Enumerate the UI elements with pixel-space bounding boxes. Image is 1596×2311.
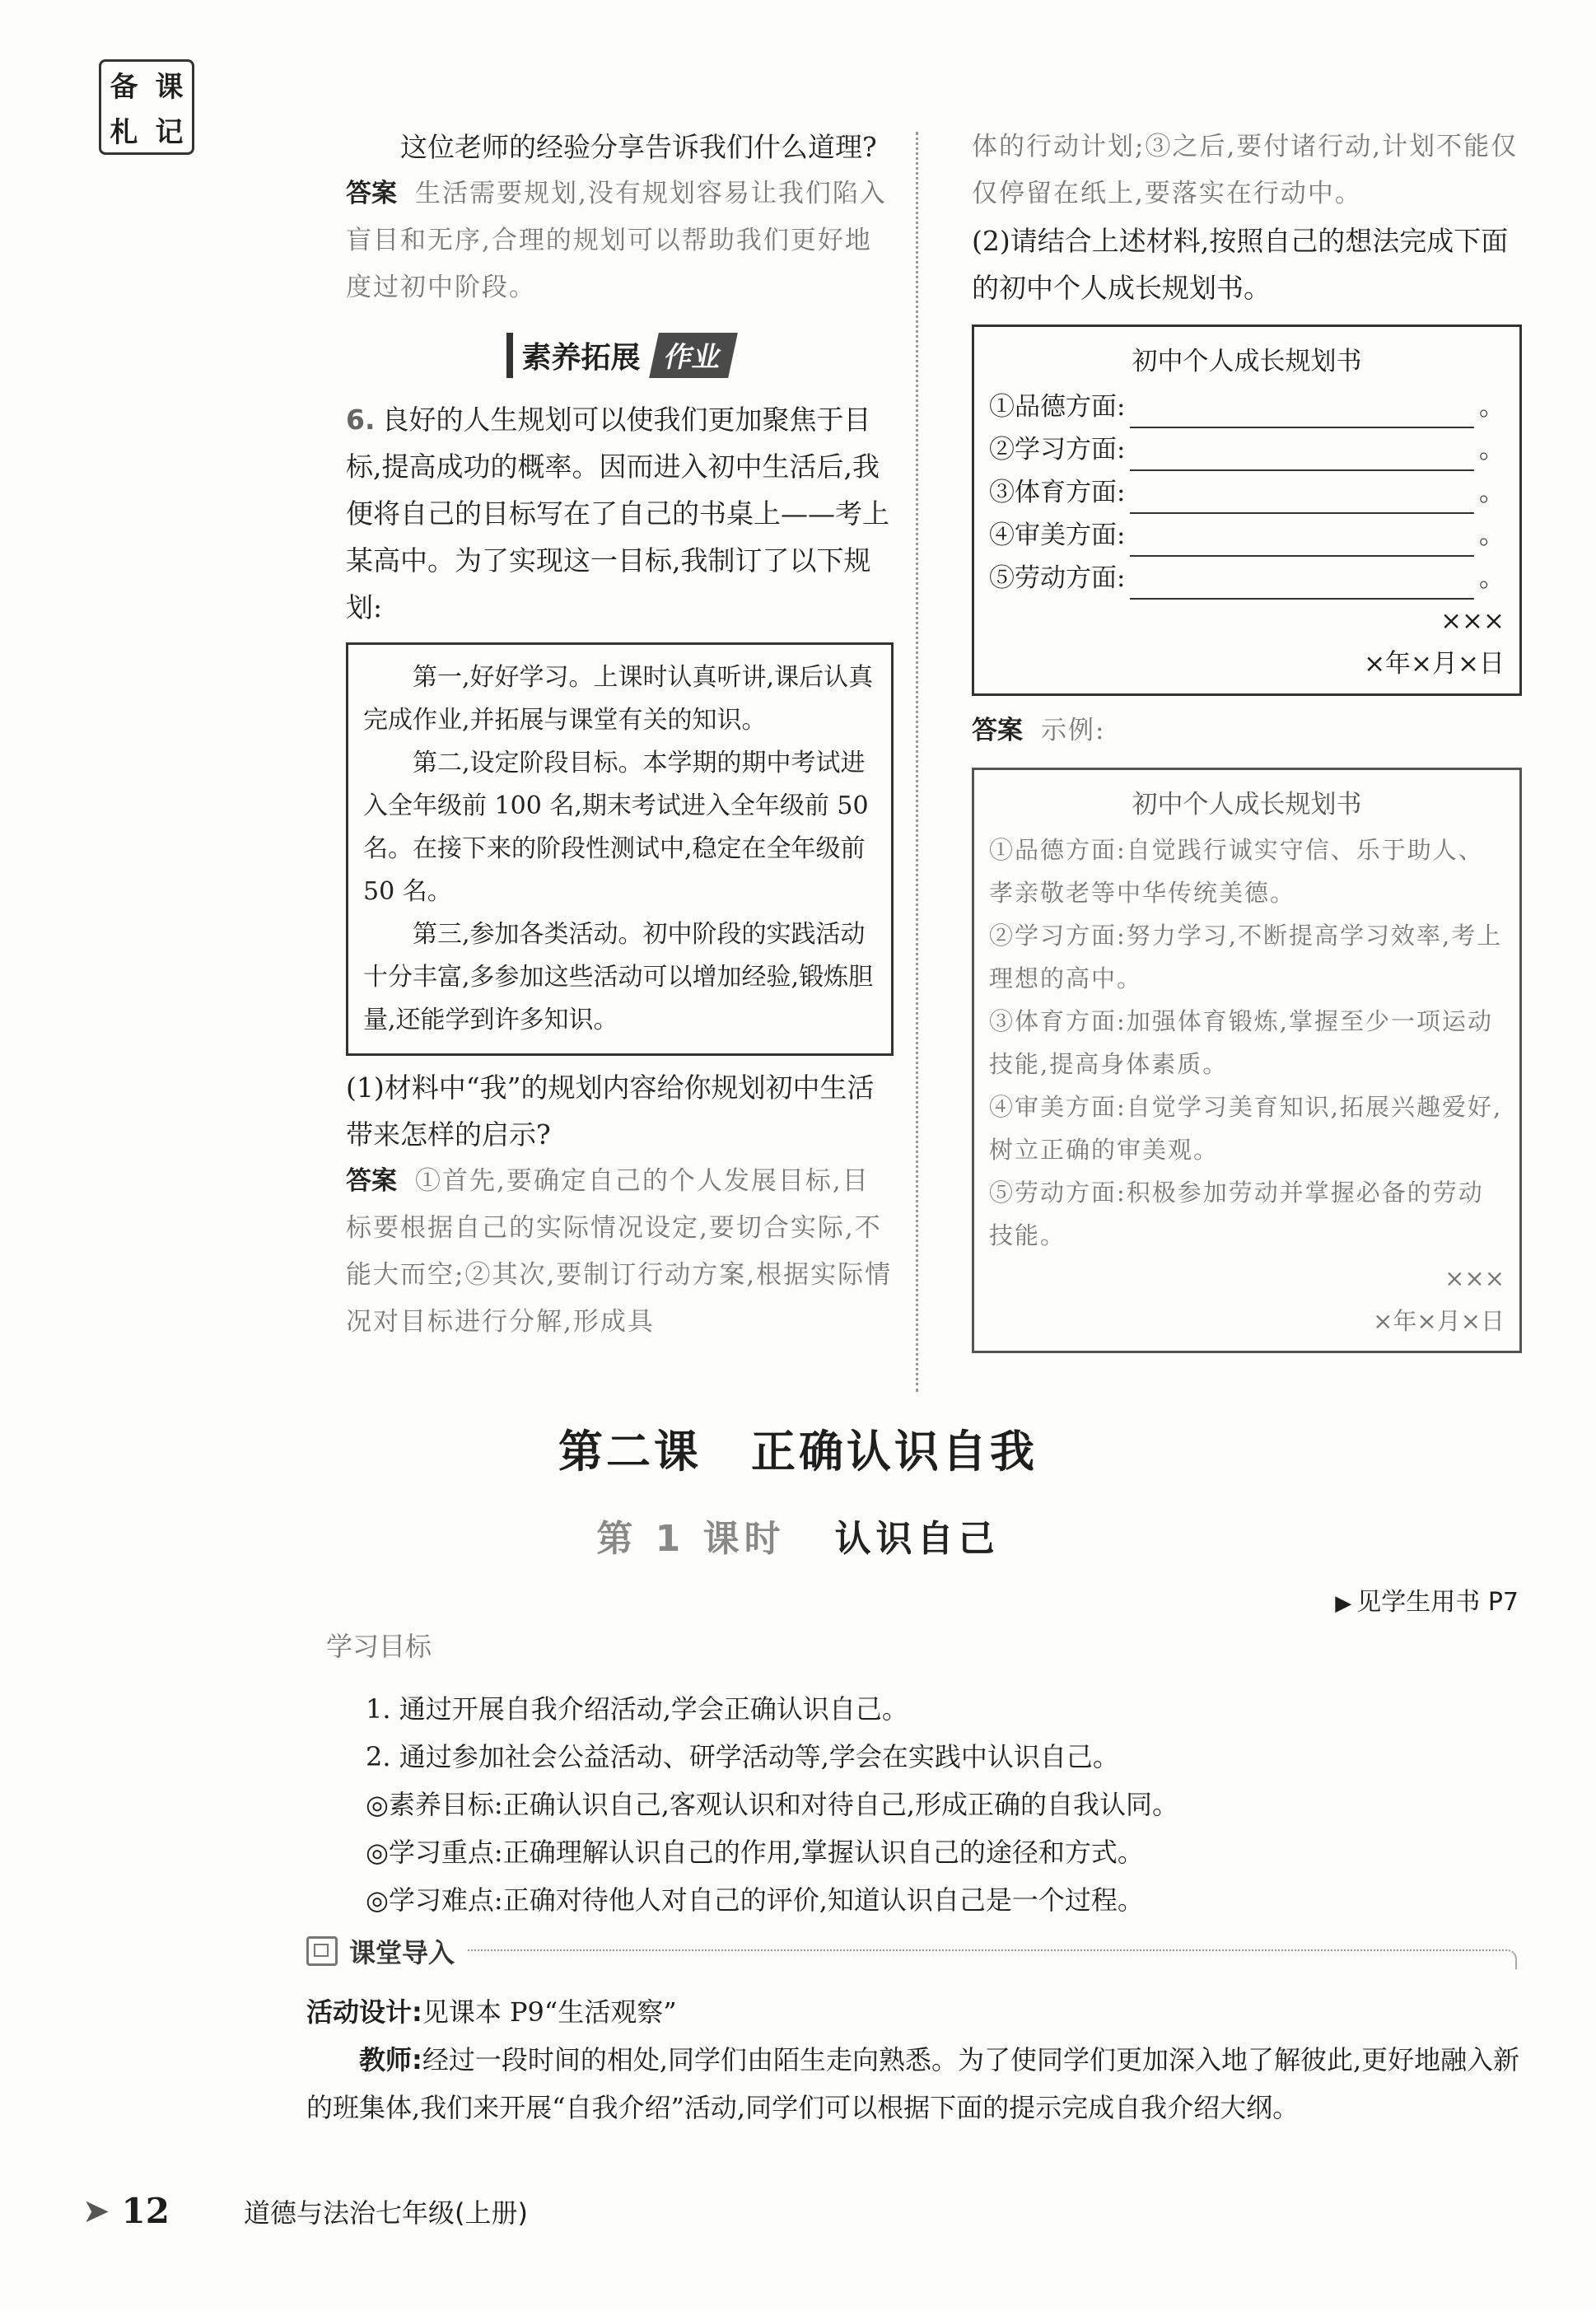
plan-row [989,557,1505,600]
answer-block [972,707,1522,754]
activity-label: 活动设计: [306,1996,422,2028]
left-column [346,124,894,1346]
page-footer [82,2191,528,2231]
plan-row [989,385,1505,428]
question-text: 这位老师的经验分享告诉我们什么道理? [400,131,877,163]
reference-text: 见学生用书 P7 [1356,1588,1519,1617]
answer-label: 答案 [346,1166,397,1196]
answer-label: 答案 [346,179,397,208]
question-6-text: 良好的人生规划可以使我们更加聚焦于目标,提高成功的概率。因而进入初中生活后,我便将自己的目标写在了自己的书桌上——考上某高中。为了实现这一目标,我制订了以下规划: [346,404,889,623]
growth-plan-form [972,324,1522,696]
example-plan-item: ③体育方面:加强体育锻炼,掌握至少一项运动技能,提高身体素质。 [989,1007,1493,1078]
plan-row-end: 。 [1479,521,1505,550]
plan-row-end: 。 [1479,563,1505,593]
sub-question-2: (2)请结合上述材料,按照自己的想法完成下面的初中个人成长规划书。 [972,225,1509,304]
plan-row-end: 。 [1479,392,1505,422]
goal-item: ◎素养目标:正确认识自己,客观认识和对待自己,形成正确的自我认同。 [366,1789,1179,1820]
activity-text: 见课本 P9“生活观察” [422,1996,677,2028]
example-plan-item: ⑤劳动方面:积极参加劳动并掌握必备的劳动技能。 [989,1179,1484,1249]
answer-label: 答案 [972,716,1023,745]
blank-line[interactable] [1130,440,1474,471]
period-title: 认识自己 [834,1518,1000,1560]
material-paragraph: 第二,设定阶段目标。本学期的期中考试进入全年级前 100 名,期末考试进入全年级前 50 名。在接下来的阶段性测试中,稳定在全年级前 50 名。 [363,749,869,906]
notes-badge [99,59,194,155]
lesson-name: 正确认识自我 [751,1426,1038,1478]
plan-row-end: 。 [1479,478,1505,507]
example-label: 示例: [1041,716,1106,745]
classroom-icon [306,1936,338,1966]
lesson-title [0,1417,1596,1480]
plan-date: ×年×月×日 [1364,649,1505,679]
book-title: 道德与法治七年级(上册) [243,2197,528,2229]
example-plan [972,768,1522,1353]
goals-heading: 学习目标 [326,1631,432,1662]
material-paragraph: 第一,好好学习。上课时认真听讲,课后认真完成作业,并拓展与课堂有关的知识。 [363,663,874,735]
play-arrow-icon: ▶ [1335,1591,1352,1616]
sub-question-1: (1)材料中“我”的规划内容给你规划初中生活带来怎样的启示? [346,1071,875,1151]
heading-rule [468,1949,1517,1969]
answer-text: ①首先,要确定自己的个人发展目标,目标要根据自己的实际情况设定,要切合实际,不能大而空;②其次,要制订行动方案,根据实际情况对目标进行分解,形成具 [346,1166,893,1337]
badge-char: 札 [110,116,138,149]
question-number: 6. [346,404,376,436]
decorative-arrow-icon: ➤ [82,2192,110,2230]
example-plan-title: 初中个人成长规划书 [1132,790,1362,819]
answer-block [346,170,894,311]
plan-row [989,471,1505,514]
material-paragraph: 第三,参加各类活动。初中阶段的实践活动十分丰富,多参加这些活动可以增加经验,锻炼胆量,还能学到许多知识。 [363,920,874,1034]
plan-row [989,514,1505,557]
right-column [972,124,1522,1366]
goal-item: ◎学习重点:正确理解认识自己的作用,掌握认识自己的途径和方式。 [366,1837,1144,1868]
intro-heading-label: 课堂导入 [349,1937,455,1968]
badge-char: 记 [155,116,184,149]
teacher-label: 教师: [359,2044,422,2075]
intro-heading [306,1932,1517,1970]
plan-row-label: ④审美方面: [989,521,1126,550]
activity-line [306,1988,1525,2036]
section-tag-homework: 作业 [649,333,738,378]
page-number: 12 [121,2191,170,2231]
badge-char: 备 [110,71,138,104]
example-plan-item: ①品德方面:自觉践行诚实守信、乐于助人、孝亲敬老等中华传统美德。 [989,836,1484,907]
example-plan-item: ④审美方面:自觉学习美育知识,拓展兴趣爱好,树立正确的审美观。 [989,1093,1503,1164]
example-date: ×年×月×日 [1373,1307,1505,1335]
answer-continuation: 体的行动计划;③之后,要付诸行动,计划不能仅仅停留在纸上,要落实在行动中。 [972,132,1519,208]
goal-item: 1. 通过开展自我介绍活动,学会正确认识自己。 [366,1693,908,1725]
blank-line[interactable] [1130,397,1474,428]
teacher-line [306,2036,1525,2131]
intro-body [306,1988,1525,2131]
plan-title: 初中个人成长规划书 [1132,347,1362,376]
column-divider [916,132,918,1392]
answer-block [346,1158,894,1346]
teacher-text: 经过一段时间的相处,同学们由陌生走向熟悉。为了使同学们更加深入地了解彼此,更好地融入新的班集体,我们来开展“自我介绍”活动,同学们可以根据下面的提示完成自我介绍大纲。 [306,2044,1520,2123]
period-number: 第 1 课时 [596,1518,786,1560]
section-tag [346,333,894,378]
plan-row-label: ③体育方面: [989,478,1126,507]
plan-row-label: ⑤劳动方面: [989,563,1126,593]
question-6 [346,396,894,631]
goal-item: 2. 通过参加社会公益活动、研学活动等,学会在实践中认识自己。 [366,1741,1119,1772]
goal-item: ◎学习难点:正确对待他人对自己的评价,知道认识自己是一个过程。 [366,1884,1144,1916]
badge-char: 课 [155,71,184,104]
plan-row-label: ①品德方面: [989,392,1126,422]
blank-line[interactable] [1130,568,1474,600]
student-book-reference[interactable] [1335,1581,1519,1618]
example-plan-item: ②学习方面:努力学习,不断提高学习效率,考上理想的高中。 [989,922,1503,992]
lesson-number: 第二课 [558,1426,702,1478]
example-signature: ××× [1444,1264,1505,1292]
material-box [346,642,894,1056]
plan-row-label: ②学习方面: [989,435,1126,465]
section-tag-title: 素养拓展 [506,333,648,378]
blank-line[interactable] [1130,483,1474,514]
plan-signature: ××× [1440,606,1505,636]
answer-text: 生活需要规划,没有规划容易让我们陷入盲目和无序,合理的规划可以帮助我们更好地度过初中阶段。 [346,179,887,302]
lesson-subtitle [0,1509,1596,1562]
plan-row-end: 。 [1479,435,1505,465]
plan-row [989,428,1505,471]
blank-line[interactable] [1130,525,1474,557]
goals-list [366,1685,1535,1924]
